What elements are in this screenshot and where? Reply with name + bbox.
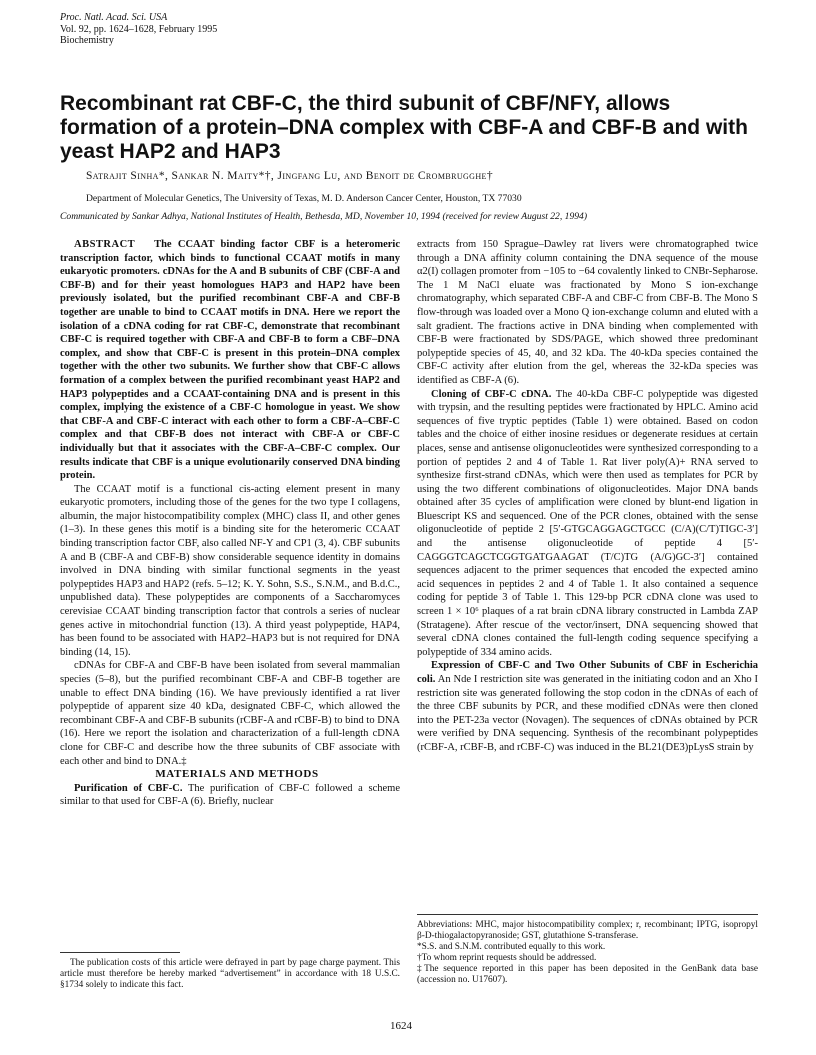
journal-field: Biochemistry <box>60 35 114 46</box>
journal-name: Proc. Natl. Acad. Sci. USA <box>60 12 168 23</box>
purification-paragraph <box>60 782 400 809</box>
communicated-line: Communicated by Sankar Adhya, National Institutes of Health, Bethesda, MD, November 10, 1994 (received for review August 22, 1994) <box>60 211 588 222</box>
equal-contribution-footnote: *S.S. and S.N.M. contributed equally to this work. <box>417 942 606 952</box>
cloning-paragraph <box>417 388 758 660</box>
paper-title: Recombinant rat CBF-C, the third subunit of CBF/NFY, allows formation of a protein–DNA complex with CBF-A and CBF-B and with yeast HAP2 and HAP3 <box>60 92 748 163</box>
left-column <box>60 238 400 809</box>
footnote-separator-left <box>60 952 180 953</box>
affiliation: Department of Molecular Genetics, The University of Texas, M. D. Anderson Cancer Center, Houston, TX 77030 <box>86 193 522 204</box>
expression-heading: Expression of CBF-C and Two Other Subunits of CBF in Escherichia coli. <box>417 660 758 685</box>
purification-text-left: The purification of CBF-C followed a scheme similar to that used for CBF-A (6). Briefly, nuclear <box>60 782 400 808</box>
charge-note <box>60 958 400 991</box>
expression-text: An Nde I restriction site was generated in the initiating codon and an Xho I restriction site was generated following the stop codon in the cDNAs of each of the three CBF subunits by PCR, and these modified cDNAs were then cloned into the PET-23a vector (Novagen). The sequences of cDNAs obtained by PCR were verified by DNA sequencing. Synthesis of the recombinant polypeptides (rCBF-A, rCBF-B, and rCBF-C) was induced in the BL21(DE3)pLysS strain by <box>417 674 759 753</box>
cloning-text: The 40-kDa CBF-C polypeptide was digested with trypsin, and the resulting peptides were fractionated by HPLC. Amino acid sequences of five tryptic peptides (Table 1) were obtained. Based on codon tables and the choice of either inosine residues or degenerate residues at certain places, sense and antisense oligonucleotides were synthesized corresponding to a portion of peptides 2 and 4 of Table 1. Rat liver poly(A)+ RNA served to synthesize first-strand cDNAs, which were then used as templates for PCR by using the two different combinations of oligonucleotides. Major DNA bands obtained after 35 cycles of amplification were cloned by blunt-end ligation in Bluescript KS and sequenced. One of the PCR clones, obtained with the sense oligonucleotide of peptide 2 [5′-GTGCAGGAGCTGCC (C/A)(C/T)TIGC-3′] and the antisense oligonucleotide of peptide 4 [5′-CAGGGTCAGCTCGGTGATGAAGAT (T/C)TG (A/G)GC-3′] contained sequences adjacent to the primer sequences that encoded the expected amino acid sequences in peptides 2 and 4 of Table 1. It also contained a sequence coding for peptide 3 of Table 1. This 129-bp PCR cDNA clone was used to screen 1 × 10⁶ plaques of a rat brain cDNA library constructed in Lambda ZAP (Stratagene). After rescue of the vector/insert, DNA sequencing showed that several cDNA clones contained the full-length coding sequence specifying a polypeptide of 334 amino acids. <box>417 388 758 658</box>
purification-heading: Purification of CBF-C. <box>74 782 183 794</box>
author-list: Satrajit Sinha*, Sankar N. Maity*†, Jingfang Lu, and Benoit de Crombrugghe† <box>86 170 493 182</box>
intro-paragraph-2: cDNAs for CBF-A and CBF-B have been isolated from several mammalian species (5–8), but the purified recombinant CBF-A and CBF-B together are unable to effect DNA binding (16). We have previously identified a rat liver polypeptide of apparent size 40 kDa, designated CBF-C, which allowed the recombinant CBF-A and CBF-B subunits (rCBF-A and rCBF-B) to bind to DNA (16). Here we report the isolation and characterization of a full-length cDNA clone for CBF-C and describe how the three subunits of CBF associate with each other and bind to DNA.‡ <box>60 660 400 767</box>
abstract <box>60 238 400 483</box>
abstract-label: ABSTRACT <box>74 239 136 250</box>
abbreviations-footnote: Abbreviations: MHC, major histocompatibility complex; r, recombinant; IPTG, isopropyl β-D-thiogalactopyranoside; GST, glutathione S-transferase. <box>417 920 758 941</box>
genbank-footnote: ‡The sequence reported in this paper has been deposited in the GenBank data base (accession no. U17607). <box>417 964 758 985</box>
cloning-heading: Cloning of CBF-C cDNA. <box>431 388 552 400</box>
page-number: 1624 <box>390 1020 412 1032</box>
right-column <box>417 238 758 755</box>
abstract-text: The CCAAT binding factor CBF is a heteromeric transcription factor, which binds to functional CCAAT motifs in many eukaryotic promoters. cDNAs for the A and B subunits of CBF (CBF-A and CBF-B) and for their yeast homologues HAP3 and HAP2 have been previously isolated, but the purified recombinant CBF-A and CBF-B together are unable to bind to CCAAT motifs in DNA. Here we report the isolation of a cDNA coding for rat CBF-C, demonstrate that recombinant CBF-C is required together with CBF-A and CBF-B to form a CBF–DNA complex, and show that CBF-C is present in this protein–DNA complex together with the other two subunits. We further show that CBF-C allows formation of a complex between the purified recombinant yeast HAP2 and HAP3 polypeptides and a CCAAT-containing DNA and is present in this complex, implying the existence of a CBF-C homologue in yeast. We show that CBF-A and CBF-C interact with each other to form a CBF-A–CBF-C complex and that CBF-B does not interact with CBF-A or CBF-C individually but that it associates with the CBF-A–CBF-C complex. Our results indicate that CBF is a unique evolutionarily conserved DNA binding protein. <box>60 239 401 482</box>
footnote-separator-right <box>417 914 758 915</box>
charge-note-text: The publication costs of this article were defrayed in part by page charge payment. This article must therefore be hereby marked “advertisement” in accordance with 18 U.S.C. §1734 solely to indicate this fact. <box>60 958 400 990</box>
journal-header <box>60 12 217 47</box>
footnotes <box>417 920 758 986</box>
reprint-footnote: †To whom reprint requests should be addressed. <box>417 953 597 963</box>
intro-paragraph-1: The CCAAT motif is a functional cis-acting element present in many eukaryotic promoters, including those of the genes for the two type I collagens, albumin, the major histocompatibility complex (MHC) class II, and other genes (1–3). In these genes this motif is a binding site for the heteromeric CCAAT binding transcription factor CBF, also called NF-Y and CP1 (3, 4). CBF subunits A and B (CBF-A and CBF-B) show considerable sequence identity in domains involved in DNA binding with similar functional segments in the yeast polypeptides HAP3 and HAP2 (refs. 5–12; K. Y. Sohn, S.S., S.N.M., and B.d.C., unpublished data). These polypeptides are components of a Saccharomyces cerevisiae CCAAT binding transcription factor that controls a series of nuclear genes active in mitochondrial function (13). A third yeast polypeptide, HAP4, has been found to be associated with HAP2–HAP3 but is not required for DNA binding (14, 15). <box>60 483 400 658</box>
methods-heading: MATERIALS AND METHODS <box>155 768 319 781</box>
purification-continued: extracts from 150 Sprague–Dawley rat livers were chromatographed twice through a DNA affinity column containing the DNA sequence of the mouse α2(I) collagen promoter from −105 to −64 covalently linked to CNBr-Sepharose. The 1 M NaCl eluate was fractionated by Mono S ion-exchange chromatography, which separated CBF-A and CBF-C from CBF-B. The Mono S flow-through was loaded over a Mono Q ion-exchange column and eluted with a salt gradient. The fractions active in DNA binding when complemented with CBF-B were fractionated by SDS/PAGE, which showed three predominant polypeptide species of 45, 40, and 32 kDa. The 40-kDa species contained the CBF-C activity after elution from the gel, whereas the 32-kDa species was identified as CBF-A (6). <box>417 239 758 386</box>
journal-volume: Vol. 92, pp. 1624–1628, February 1995 <box>60 23 218 35</box>
expression-paragraph <box>417 659 758 754</box>
